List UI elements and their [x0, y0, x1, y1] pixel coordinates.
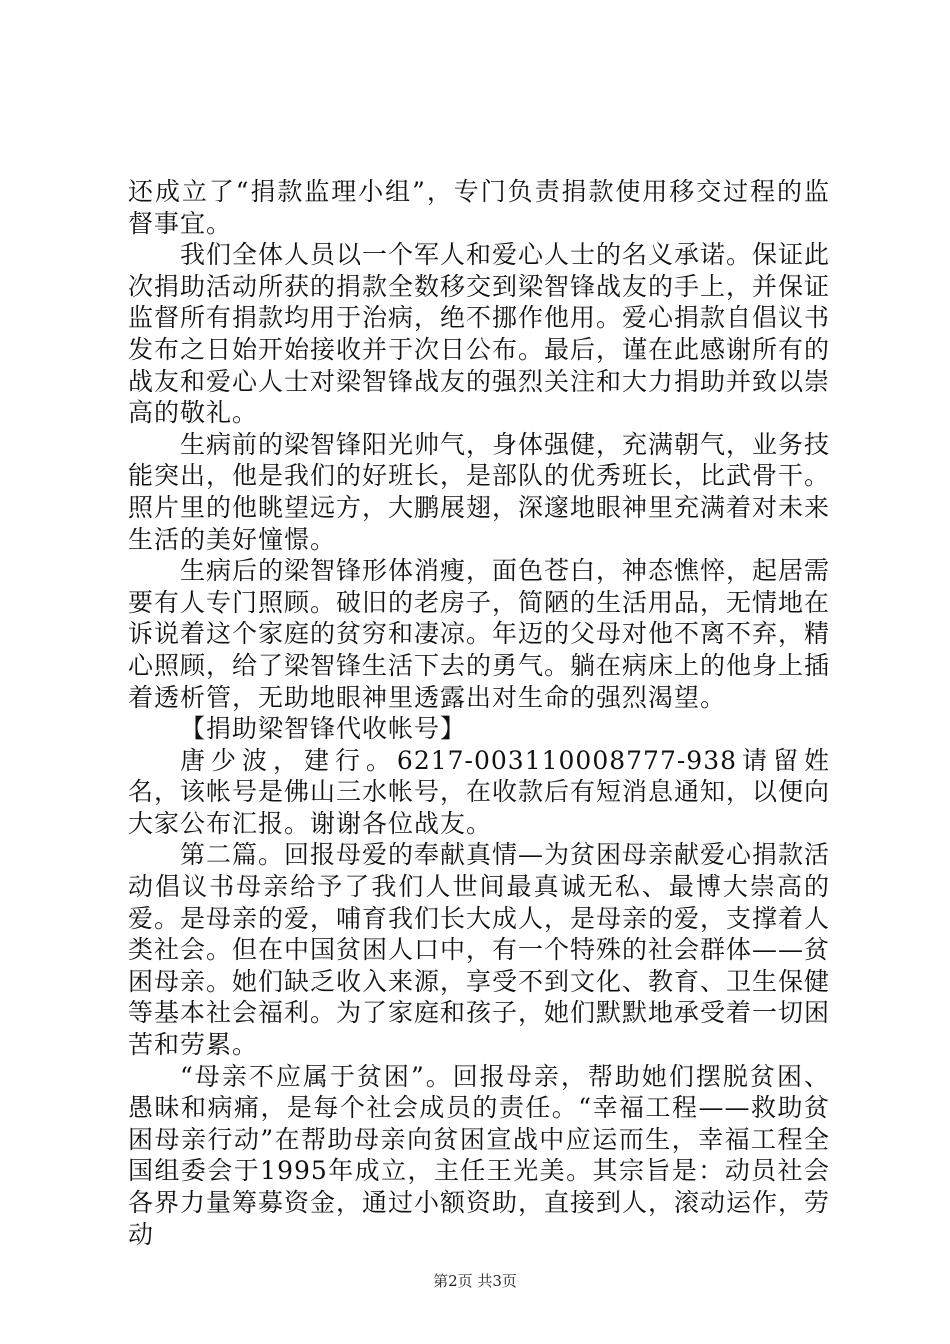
- account-heading: 【捐助梁智锋代收帐号】: [180, 714, 467, 744]
- paragraph-account-info: 唐少波，建行。6217-003110008777-938请留姓名，该帐号是佛山三水帐号，在收款后有短消息通知，以便向大家公布汇报。谢谢各位战友。: [128, 745, 831, 838]
- paragraph-before-illness: 生病前的梁智锋阳光帅气，身体强健，充满朝气，业务技能突出，他是我们的好班长，是部队的优秀班长，比武骨干。照片里的他眺望远方，大鹏展翅，深邃地眼神里充满着对未来生活的美好憧憬。: [128, 429, 831, 554]
- document-body: [128, 176, 830, 1250]
- paragraph-pledge: 我们全体人员以一个军人和爱心人士的名义承诺。保证此次捐助活动所获的捐款全数移交到梁智锋战友的手上，并保证监督所有捐款均用于治病，绝不挪作他用。爱心捐款自倡议书发布之日始开始接收并于次日公布。最后，谨在此感谢所有的战友和爱心人士对梁智锋战友的强烈关注和大力捐助并致以崇高的敬礼。: [128, 240, 831, 428]
- paragraph-after-illness: 生病后的梁智锋形体消瘦，面色苍白，神态憔悴，起居需要有人专门照顾。破旧的老房子，简陋的生活用品，无情地在诉说着这个家庭的贫穷和凄凉。年迈的父母对他不离不弃，精心照顾，给了梁智锋生活下去的勇气。躺在病床上的他身上插着透析管，无助地眼神里透露出对生命的强烈渴望。: [128, 556, 831, 712]
- page-footer: 第2页 共3页: [433, 1272, 517, 1290]
- paragraph-second-article: 第二篇。回报母爱的奉献真情—为贫困母亲献爱心捐款活动倡议书母亲给予了我们人世间最真诚无私、最博大崇高的爱。是母亲的爱，哺育我们长大成人，是母亲的爱，支撑着人类社会。但在中国贫困人口中，有一个特殊的社会群体——贫困母亲。她们缺乏收入来源，享受不到文化、教育、卫生保健等基本社会福利。为了家庭和孩子，她们默默地承受着一切困苦和劳累。: [128, 840, 831, 1060]
- paragraph-happiness-project: “母亲不应属于贫困”。回报母亲，帮助她们摆脱贫困、愚昧和病痛，是每个社会成员的责任。“幸福工程——救助贫困母亲行动”在帮助母亲向贫困宣战中应运而生，幸福工程全国组委会于1995年成立，主任王光美。其宗旨是：动员社会各界力量筹募资金，通过小额资助，直接到人，滚动运作，劳动: [128, 1061, 831, 1249]
- paragraph-continuation: 还成立了“捐款监理小组”，专门负责捐款使用移交过程的监督事宜。: [128, 177, 830, 238]
